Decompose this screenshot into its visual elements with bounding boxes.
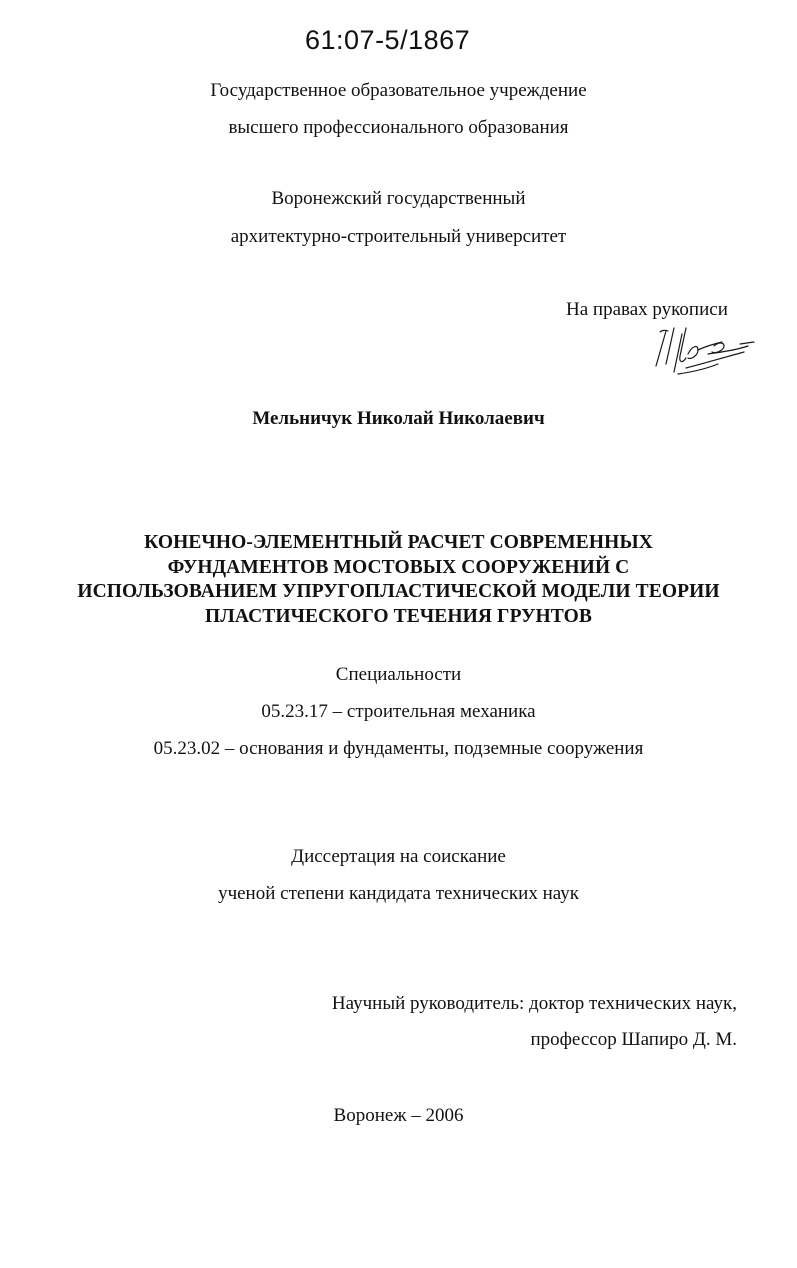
manuscript-rights: На правах рукописи [566, 299, 728, 320]
specialty-item: 05.23.02 – основания и фундаменты, подземные сооружения [153, 738, 644, 759]
specialties-heading: Специальности [335, 664, 462, 685]
institution-line-2: высшего профессионального образования [228, 117, 569, 138]
degree-line-2: ученой степени кандидата технических наук [218, 883, 579, 904]
title-line: ИСПОЛЬЗОВАНИЕМ УПРУГОПЛАСТИЧЕСКОЙ МОДЕЛИ ТЕОРИИ [77, 581, 720, 602]
author-name: Мельничук Николай Николаевич [252, 408, 545, 429]
supervisor-line-2: профессор Шапиро Д. М. [530, 1029, 737, 1050]
dissertation-title [0, 531, 797, 629]
place-year: Воронеж – 2006 [333, 1105, 464, 1126]
signature-image [652, 324, 762, 380]
catalog-code: 61:07-5/1867 [305, 25, 471, 55]
university-line-2: архитектурно-строительный университет [230, 226, 567, 247]
title-line: КОНЕЧНО-ЭЛЕМЕНТНЫЙ РАСЧЕТ СОВРЕМЕННЫХ [144, 532, 653, 553]
title-line: ФУНДАМЕНТОВ МОСТОВЫХ СООРУЖЕНИЙ С [167, 556, 630, 578]
supervisor-line-1: Научный руководитель: доктор технических наук, [331, 993, 737, 1014]
specialty-item: 05.23.17 – строительная механика [261, 701, 536, 722]
institution-line-1: Государственное образовательное учреждение [210, 80, 587, 101]
degree-line-1: Диссертация на соискание [291, 846, 506, 867]
title-line: ПЛАСТИЧЕСКОГО ТЕЧЕНИЯ ГРУНТОВ [204, 605, 592, 627]
university-line-1: Воронежский государственный [271, 188, 526, 209]
